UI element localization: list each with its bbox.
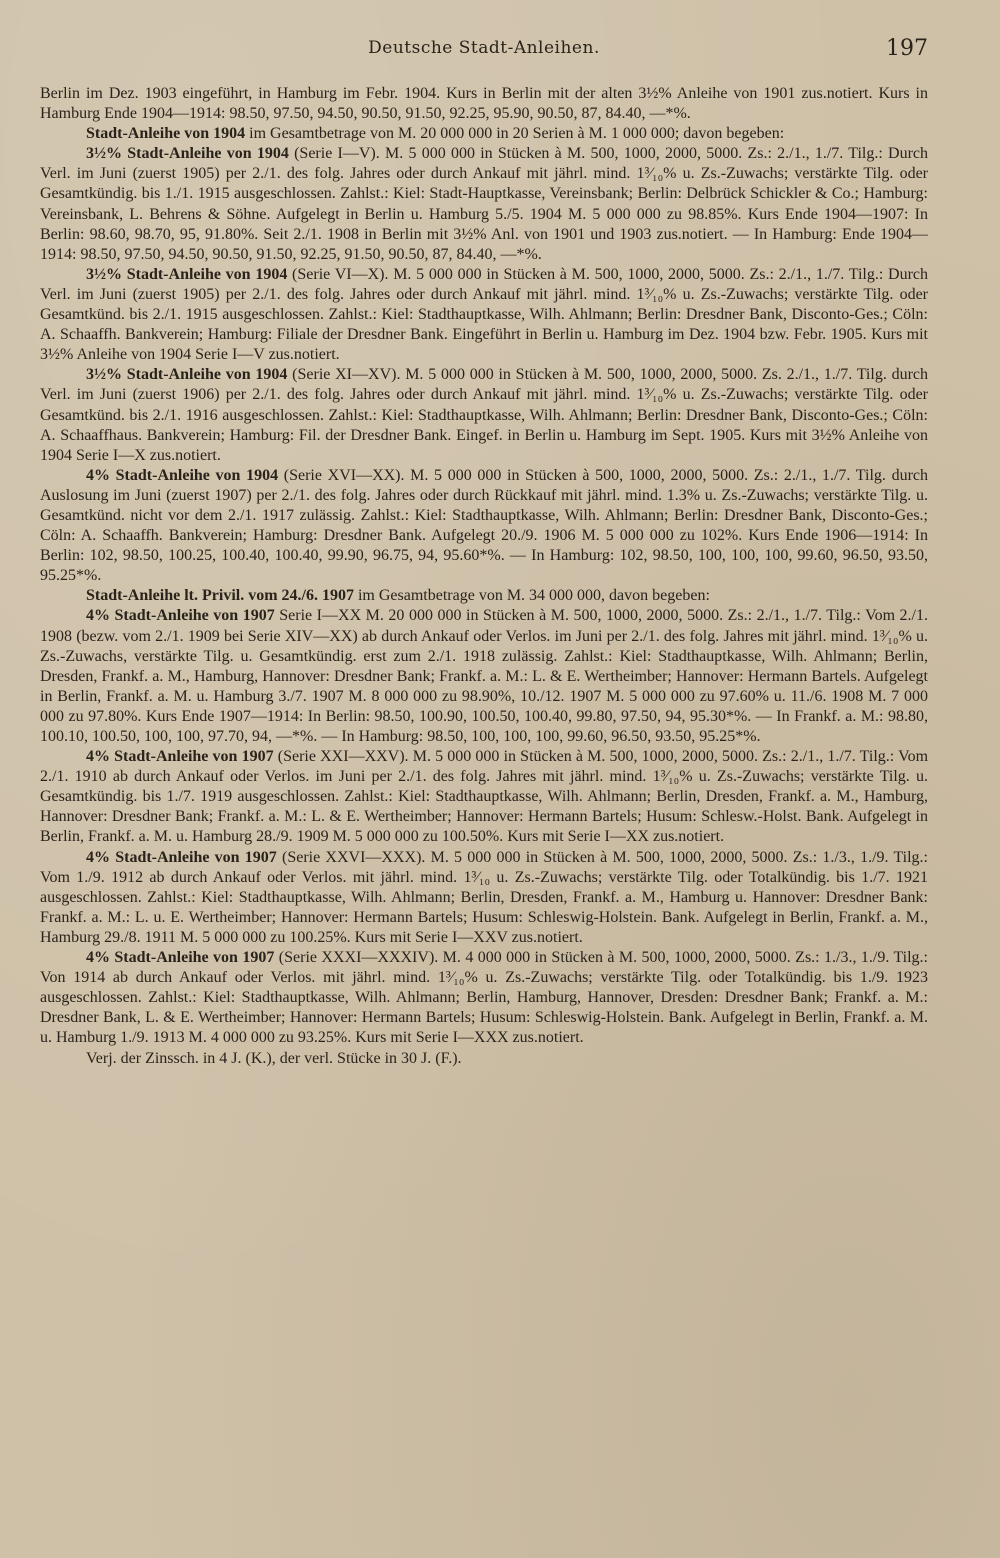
paragraph: [40, 948, 928, 1048]
paragraph-text: (Serie XXVI—XXX). M. 5 000 000 in Stücken à M. 500, 1000, 2000, 5000. Zs.: 1./3., 1./9. Tilg.: Vom 1./9. 1912 ab durch Ankauf oder Verlos. mit jährl. mind. 1³⁄₁₀ u. Zs.-Zuwachs; verstärkte Tilg. oder Totalkündig. bis 1./7. 1921 ausgeschlossen. Zahlst.: Kiel: Stadthauptkasse, Wilh. Ahlmann; Berlin, Dresden, Frankf. a. M., Hamburg u. Hannover: Dresdner Bank: Frankf. a. M.: L. u. E. Wertheimber; Hannover: Hermann Bartels; Husum: Schleswig-Holstein. Bank. Aufgelegt in Berlin, Frankf. a. M., Hamburg 29./8. 1911 M. 5 000 000 zu 100.25%. Kurs mit Serie I—XXV zus.notiert.: [40, 848, 929, 946]
paragraph-heading: 4% Stadt-Anleihe von 1907: [86, 607, 275, 625]
paragraph-text: (Serie VI—X). M. 5 000 000 in Stücken à M. 500, 1000, 2000, 5000. Zs.: 2./1., 1./7. Tilg.: Durch Verl. im Juni (zuerst 1905) per 2./1. des folg. Jahres oder durch Ankauf mit jährl. mind. 1³⁄₁₀% u. Zs.-Zuwachs; verstärkte Tilg. oder Gesamtkünd. bis 2./1. 1915 ausgeschlossen. Zahlst.: Kiel: Stadthauptkasse, Wilh. Ahlmann; Berlin: Dresdner Bank, Disconto-Ges.; Cöln: A. Schaaffh. Bankverein; Hamburg: Filiale der Dresdner Bank. Eingeführt in Berlin u. Hamburg im Dez. 1904 bzw. Febr. 1905. Kurs mit 3½% Anleihe von 1904 Serie I—V zus.notiert.: [40, 265, 929, 364]
body-text: [40, 84, 928, 1069]
paragraph-heading: 3½% Stadt-Anleihe von 1904: [86, 366, 288, 384]
paragraph-text: (Serie XXI—XXV). M. 5 000 000 in Stücken à M. 500, 1000, 2000, 5000. Zs.: 2./1., 1./7. Tilg.: Vom 2./1. 1910 ab durch Ankauf oder Verlos. im Juni per 2./1. des folg. Jahres mit jährl. mind. 1³⁄₁₀% u. Zs.-Zuwachs; verstärkte Tilg. u. Gesamtkündig. bis 1./7. 1919 ausgeschlossen. Zahlst.: Kiel: Stadthauptkasse, Wilh. Ahlmann; Berlin, Dresden, Frankf. a. M., Hamburg, Hannover: Dresdner Bank; Frankf. a. M.: L. & E. Wertheimber; Hannover: Hermann Bartels; Husum: Schlesw.-Holst. Bank. Aufgelegt in Berlin, Frankf. a. M. u. Hamburg 28./9. 1909 M. 5 000 000 zu 100.50%. Kurs mit Serie I—XX zus.notiert.: [40, 748, 929, 846]
paragraph: [40, 747, 928, 847]
paragraph-text: Serie I—XX M. 20 000 000 in Stücken à M. 500, 1000, 2000, 5000. Zs.: 2./1., 1./7. Tilg.: Vom 2./1. 1908 (bezw. vom 2./1. 1909 bei Serie XIV—XX) ab durch Ankauf oder Verlos. im Juni per 2./1. des folg. Jahres mit jährl. mind. 1³⁄₁₀% u. Zs.-Zuwachs, verstärkte Tilg. u. Gesamtkündig. erst zum 2./1. 1918 zulässig. Zahlst.: Kiel: Stadthauptkasse, Wilh. Ahlmann; Berlin, Dresden, Frankf. a. M., Hamburg, Hannover: Dresdner Bank; Frankf. a. M.: L. & E. Wertheimber; Hannover: Hermann Bartels. Aufgelegt in Berlin, Frankf. a. M. u. Hamburg 3./7. 1907 M. 8 000 000 zu 98.90%, 10./12. 1907 M. 5 000 000 zu 97.60% u. 11./6. 1908 M. 7 000 000 zu 97.80%. Kurs Ende 1907—1914: In Berlin: 98.50, 100.90, 100.50, 100.40, 99.80, 97.50, 94, 95.30*%. — In Frankf. a. M.: 98.80, 100.10, 100.50, 100, 100, 97.70, 94, —*%. — In Hamburg: 98.50, 100, 100, 100, 99.60, 96.50, 93.50, 95.25*%.: [40, 607, 929, 745]
paragraph-heading: 3½% Stadt-Anleihe von 1904: [86, 145, 289, 163]
paragraph: [40, 1049, 928, 1069]
page-number: 197: [886, 36, 928, 61]
paragraph-heading: 4% Stadt-Anleihe von 1907: [86, 949, 275, 967]
paragraph: [40, 144, 928, 265]
paragraph-heading: 4% Stadt-Anleihe von 1904: [86, 466, 279, 484]
paragraph-text: Verj. der Zinssch. in 4 J. (K.), der verl. Stücke in 30 J. (F.).: [86, 1049, 462, 1067]
paragraph-text: (Serie XVI—XX). M. 5 000 000 in Stücken à 500, 1000, 2000, 5000. Zs.: 2./1., 1./7. Tilg. durch Auslosung im Juni (zuerst 1907) per 2./1. des folg. Jahres oder durch Rückkauf mit jährl. mind. 1.3% u. Zs.-Zuwachs; verstärkte Tilg. u. Gesamtkünd. nicht vor dem 2./1. 1917 zulässig. Zahlst.: Kiel: Stadthauptkasse, Wilh. Ahlmann; Berlin: Dresdner Bank, Disconto-Ges.; Cöln: A. Schaaffh. Bankverein; Hamburg: Dresdner Bank. Aufgelegt 20./9. 1906 M. 5 000 000 zu 102%. Kurs Ende 1906—1914: In Berlin: 102, 98.50, 100.25, 100.40, 100.40, 99.90, 96.75, 94, 95.60*%. — In Hamburg: 102, 98.50, 100, 100, 100, 99.60, 96.50, 93.50, 95.25*%.: [40, 466, 928, 585]
paragraph-text: im Gesamtbetrage von M. 34 000 000, davon begeben:: [353, 587, 710, 605]
paragraph-heading: 4% Stadt-Anleihe von 1907: [86, 748, 274, 766]
paragraph: [40, 365, 928, 465]
paragraph-heading: 3½% Stadt-Anleihe von 1904: [86, 265, 288, 283]
paragraph-heading: 4% Stadt-Anleihe von 1907: [86, 848, 277, 866]
paragraph-text: (Serie I—V). M. 5 000 000 in Stücken à M. 500, 1000, 2000, 5000. Zs.: 2./1., 1./7. Tilg.: Durch Verl. im Juni (zuerst 1905) per 2./1. des folg. Jahres oder durch Ankauf mit jährl. mind. 1³⁄₁₀% u. Zs.-Zuwachs; verstärkte Tilg. oder Gesamtkündig. bis 1./1. 1915 ausgeschlossen. Zahlst.: Kiel: Stadt-Hauptkasse, Vereinsbank; Berlin: Delbrück Schickler & Co.; Hamburg: Vereinsbank, L. Behrens & Söhne. Aufgelegt in Berlin u. Hamburg 5./5. 1904 M. 5 000 000 zu 98.85%. Kurs Ende 1904—1907: In Berlin: 98.60, 98.70, 95, 91.80%. Seit 2./1. 1908 in Berlin mit 3½% Anl. von 1901 und 1903 zus.notiert. — In Hamburg: Ende 1904—1914: 98.50, 97.50, 94.50, 90.50, 91.50, 92.25, 91.50, 90.50, 87, 84.40, —*%.: [40, 145, 928, 263]
paragraph: [40, 466, 928, 587]
page-header: [40, 30, 928, 84]
paragraph: [40, 265, 928, 365]
paragraph-heading: Stadt-Anleihe von 1904: [86, 125, 246, 143]
paragraph-text: im Gesamtbetrage von M. 20 000 000 in 20 Serien à M. 1 000 000; davon begeben:: [245, 125, 785, 143]
paragraph-heading: Stadt-Anleihe lt. Privil. vom 24./6. 1907: [86, 587, 354, 605]
paragraph: [40, 124, 928, 144]
paragraph: [40, 84, 928, 124]
paragraph: [40, 606, 928, 747]
paragraph-text: (Serie XI—XV). M. 5 000 000 in Stücken à M. 500, 1000, 2000, 5000. Zs. 2./1., 1./7. Tilg. durch Verl. im Juni (zuerst 1906) per 2./1. des folg. Jahres oder durch Ankauf mit jährl. mind. 1³⁄₁₀% u. Zs.-Zuwachs; verstärkte Tilg. oder Gesamtkünd. bis 2./1. 1916 ausgeschlossen. Zahlst.: Kiel: Stadthauptkasse, Wilh. Ahlmann; Berlin: Dresdner Bank, Disconto-Ges.; Cöln: A. Schaaffhaus. Bankverein; Hamburg: Fil. der Dresdner Bank. Eingef. in Berlin u. Hamburg im Sept. 1905. Kurs mit 3½% Anleihe von 1904 Serie I—X zus.notiert.: [40, 366, 929, 464]
paragraph-text: (Serie XXXI—XXXIV). M. 4 000 000 in Stücken à M. 500, 1000, 2000, 5000. Zs.: 1./3., 1./9. Tilg.: Von 1914 ab durch Ankauf oder Verlos. mit jährl. mind. 1³⁄₁₀% u. Zs.-Zuwachs; verstärkte Tilg. oder Totalkündig. bis 1./9. 1923 ausgeschlossen. Zahlst.: Kiel: Stadthauptkasse, Wilh. Ahlmann; Berlin, Hamburg, Hannover, Dresden: Dresdner Bank; Frankf. a. M.: Dresdner Bank, L. & E. Wertheimber; Hannover: Hermann Bartels; Husum: Schleswig-Holstein. Bank. Aufgelegt in Berlin, Frankf. a. M. u. Hamburg 1./9. 1913 M. 4 000 000 zu 93.25%. Kurs mit Serie I—XXX zus.notiert.: [40, 949, 929, 1047]
paragraph: [40, 848, 928, 948]
running-head: Deutsche Stadt-Anleihen.: [368, 38, 600, 58]
paragraph-text: Berlin im Dez. 1903 eingeführt, in Hamburg im Febr. 1904. Kurs in Berlin mit der alten 3½% Anleihe von 1901 zus.notiert. Kurs in Hamburg Ende 1904—1914: 98.50, 97.50, 94.50, 90.50, 91.50, 92.25, 95.90, 90.50, 87, 84.40, —*%.: [40, 85, 928, 123]
paragraph: [40, 586, 928, 606]
